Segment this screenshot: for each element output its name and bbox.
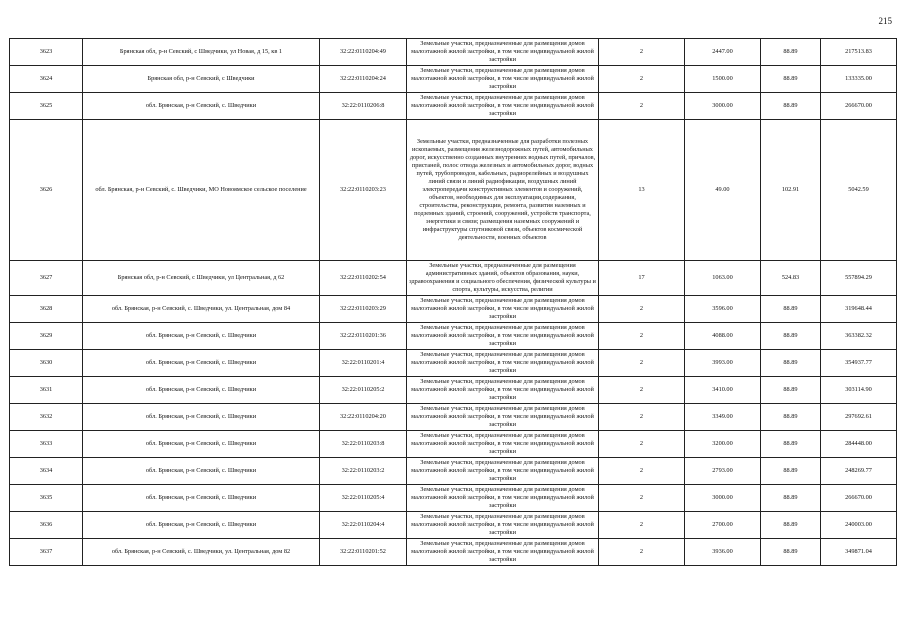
land-use-cell: Земельные участки, предназначенные для размещения домов малоэтажной жилой застройки, в том числе индивидуальной жилой застройки xyxy=(407,66,599,93)
address-cell: обл. Брянская, р-н Севский, с. Шведчики xyxy=(83,404,320,431)
land-use-cell: Земельные участки, предназначенные для размещения домов малоэтажной жилой застройки, в том числе индивидуальной жилой застройки xyxy=(407,377,599,404)
group-cell: 2 xyxy=(599,323,685,350)
area-cell: 4088.00 xyxy=(685,323,761,350)
table-row xyxy=(10,431,897,458)
row-number: 3625 xyxy=(10,93,83,120)
land-use-cell: Земельные участки, предназначенные для размещения домов малоэтажной жилой застройки, в том числе индивидуальной жилой застройки xyxy=(407,458,599,485)
page-number: 215 xyxy=(878,16,892,26)
value-cell: 266670.00 xyxy=(821,93,897,120)
row-number: 3634 xyxy=(10,458,83,485)
area-cell: 2700.00 xyxy=(685,512,761,539)
area-cell: 1063.00 xyxy=(685,261,761,296)
land-use-cell: Земельные участки, предназначенные для размещения домов малоэтажной жилой застройки, в том числе индивидуальной жилой застройки xyxy=(407,350,599,377)
address-cell: обл. Брянская, р-н Севский, с. Шведчики xyxy=(83,485,320,512)
land-use-cell: Земельные участки, предназначенные для размещения домов малоэтажной жилой застройки, в том числе индивидуальной жилой застройки xyxy=(407,485,599,512)
rate-cell: 88.89 xyxy=(761,66,821,93)
cadastral-number-cell: 32:22:0110204:24 xyxy=(320,66,407,93)
value-cell: 217513.83 xyxy=(821,39,897,66)
row-number: 3626 xyxy=(10,120,83,261)
row-number: 3635 xyxy=(10,485,83,512)
group-cell: 2 xyxy=(599,431,685,458)
rate-cell: 102.91 xyxy=(761,120,821,261)
table-row xyxy=(10,261,897,296)
address-cell: Брянская обл, р-н Севский, с Шведчики, ул Новая, д 15, кв 1 xyxy=(83,39,320,66)
area-cell: 3410.00 xyxy=(685,377,761,404)
table-row xyxy=(10,323,897,350)
row-number: 3628 xyxy=(10,296,83,323)
row-number: 3636 xyxy=(10,512,83,539)
rate-cell: 88.89 xyxy=(761,296,821,323)
group-cell: 2 xyxy=(599,350,685,377)
address-cell: обл. Брянская, р-н Севский, с. Шведчики, ул. Центральная, дом 82 xyxy=(83,539,320,566)
row-number: 3624 xyxy=(10,66,83,93)
group-cell: 17 xyxy=(599,261,685,296)
group-cell: 2 xyxy=(599,485,685,512)
row-number: 3630 xyxy=(10,350,83,377)
table-row xyxy=(10,66,897,93)
cadastral-number-cell: 32:22:0110206:8 xyxy=(320,93,407,120)
table-row xyxy=(10,93,897,120)
group-cell: 2 xyxy=(599,404,685,431)
rate-cell: 88.89 xyxy=(761,404,821,431)
area-cell: 2447.00 xyxy=(685,39,761,66)
value-cell: 266670.00 xyxy=(821,485,897,512)
row-number: 3633 xyxy=(10,431,83,458)
table-row xyxy=(10,485,897,512)
land-use-cell: Земельные участки, предназначенные для размещения домов малоэтажной жилой застройки, в том числе индивидуальной жилой застройки xyxy=(407,39,599,66)
address-cell: обл. Брянская, р-н Севский, с. Шведчики, ул. Центральная, дом 84 xyxy=(83,296,320,323)
area-cell: 3993.00 xyxy=(685,350,761,377)
table-row xyxy=(10,377,897,404)
rate-cell: 88.89 xyxy=(761,458,821,485)
land-use-cell: Земельные участки, предназначенные для размещения домов малоэтажной жилой застройки, в том числе индивидуальной жилой застройки xyxy=(407,93,599,120)
rate-cell: 524.83 xyxy=(761,261,821,296)
cadastral-number-cell: 32:22:0110204:4 xyxy=(320,512,407,539)
table-row xyxy=(10,539,897,566)
row-number: 3637 xyxy=(10,539,83,566)
land-use-cell: Земельные участки, предназначенные для разработки полезных ископаемых, размещения железнодорожных путей, автомобильных дорог, искусственно созданных внутренних водных путей, причалов, пристаней, полос отвода железных и автомобильных дорог, водных путей, трубопроводов, кабельных, радиорелейных и воздушных линий связи и линий радиофикации, воздушных линий электропередачи конструктивных элементов и сооружений, объектов, необходимых для эксплуатации,содержания, строительства, реконструкции, ремонта, развития наземных и подземных зданий, строений, сооружений, устройств транспорта, энергетики и связи; размещения наземных сооружений и инфраструктуры спутниковой связи, объектов космической деятельности, военных объектов xyxy=(407,120,599,261)
area-cell: 3936.00 xyxy=(685,539,761,566)
land-use-cell: Земельные участки, предназначенные для размещения административных зданий, объектов образования, науки, здравоохранения и социального обеспечения, физической культуры и спорта, культуры, искусства, религии xyxy=(407,261,599,296)
table-row xyxy=(10,404,897,431)
land-use-cell: Земельные участки, предназначенные для размещения домов малоэтажной жилой застройки, в том числе индивидуальной жилой застройки xyxy=(407,539,599,566)
cadastral-value-table xyxy=(9,38,897,566)
area-cell: 3200.00 xyxy=(685,431,761,458)
area-cell: 3349.00 xyxy=(685,404,761,431)
cadastral-number-cell: 32:22:0110202:54 xyxy=(320,261,407,296)
value-cell: 5042.59 xyxy=(821,120,897,261)
cadastral-number-cell: 32:22:0110201:4 xyxy=(320,350,407,377)
cadastral-number-cell: 32:22:0110201:52 xyxy=(320,539,407,566)
row-number: 3629 xyxy=(10,323,83,350)
cadastral-number-cell: 32:22:0110203:23 xyxy=(320,120,407,261)
rate-cell: 88.89 xyxy=(761,377,821,404)
address-cell: обл. Брянская, р-н Севский, с. Шведчики, МО Новоямское сельское поселение xyxy=(83,120,320,261)
rate-cell: 88.89 xyxy=(761,350,821,377)
row-number: 3631 xyxy=(10,377,83,404)
address-cell: обл. Брянская, р-н Севский, с. Шведчики xyxy=(83,458,320,485)
value-cell: 297692.61 xyxy=(821,404,897,431)
value-cell: 248269.77 xyxy=(821,458,897,485)
rate-cell: 88.89 xyxy=(761,93,821,120)
table-row xyxy=(10,350,897,377)
table-row xyxy=(10,458,897,485)
value-cell: 284448.00 xyxy=(821,431,897,458)
value-cell: 319648.44 xyxy=(821,296,897,323)
land-use-cell: Земельные участки, предназначенные для размещения домов малоэтажной жилой застройки, в том числе индивидуальной жилой застройки xyxy=(407,404,599,431)
rate-cell: 88.89 xyxy=(761,431,821,458)
cadastral-number-cell: 32:22:0110203:29 xyxy=(320,296,407,323)
area-cell: 1500.00 xyxy=(685,66,761,93)
area-cell: 49.00 xyxy=(685,120,761,261)
rate-cell: 88.89 xyxy=(761,323,821,350)
table-row xyxy=(10,39,897,66)
value-cell: 133335.00 xyxy=(821,66,897,93)
cadastral-number-cell: 32:22:0110203:8 xyxy=(320,431,407,458)
area-cell: 3596.00 xyxy=(685,296,761,323)
cadastral-number-cell: 32:22:0110203:2 xyxy=(320,458,407,485)
area-cell: 3000.00 xyxy=(685,485,761,512)
cadastral-number-cell: 32:22:0110204:49 xyxy=(320,39,407,66)
group-cell: 2 xyxy=(599,296,685,323)
value-cell: 354937.77 xyxy=(821,350,897,377)
address-cell: обл. Брянская, р-н Севский, с. Шведчики xyxy=(83,512,320,539)
group-cell: 2 xyxy=(599,539,685,566)
group-cell: 2 xyxy=(599,458,685,485)
address-cell: обл. Брянская, р-н Севский, с. Шведчики xyxy=(83,377,320,404)
address-cell: обл. Брянская, р-н Севский, с. Шведчики xyxy=(83,431,320,458)
land-use-cell: Земельные участки, предназначенные для размещения домов малоэтажной жилой застройки, в том числе индивидуальной жилой застройки xyxy=(407,431,599,458)
land-use-cell: Земельные участки, предназначенные для размещения домов малоэтажной жилой застройки, в том числе индивидуальной жилой застройки xyxy=(407,323,599,350)
table-row xyxy=(10,512,897,539)
table-row xyxy=(10,296,897,323)
group-cell: 2 xyxy=(599,66,685,93)
group-cell: 13 xyxy=(599,120,685,261)
value-cell: 349871.04 xyxy=(821,539,897,566)
value-cell: 240003.00 xyxy=(821,512,897,539)
address-cell: обл. Брянская, р-н Севский, с. Шведчики xyxy=(83,323,320,350)
table-row xyxy=(10,120,897,261)
cadastral-number-cell: 32:22:0110205:2 xyxy=(320,377,407,404)
area-cell: 3000.00 xyxy=(685,93,761,120)
rate-cell: 88.89 xyxy=(761,539,821,566)
row-number: 3623 xyxy=(10,39,83,66)
rate-cell: 88.89 xyxy=(761,485,821,512)
group-cell: 2 xyxy=(599,93,685,120)
area-cell: 2793.00 xyxy=(685,458,761,485)
value-cell: 557894.29 xyxy=(821,261,897,296)
land-use-cell: Земельные участки, предназначенные для размещения домов малоэтажной жилой застройки, в том числе индивидуальной жилой застройки xyxy=(407,512,599,539)
value-cell: 363382.32 xyxy=(821,323,897,350)
group-cell: 2 xyxy=(599,39,685,66)
cadastral-number-cell: 32:22:0110201:36 xyxy=(320,323,407,350)
row-number: 3632 xyxy=(10,404,83,431)
address-cell: обл. Брянская, р-н Севский, с. Шведчики xyxy=(83,350,320,377)
row-number: 3627 xyxy=(10,261,83,296)
cadastral-number-cell: 32:22:0110205:4 xyxy=(320,485,407,512)
group-cell: 2 xyxy=(599,377,685,404)
value-cell: 303114.90 xyxy=(821,377,897,404)
land-use-cell: Земельные участки, предназначенные для размещения домов малоэтажной жилой застройки, в том числе индивидуальной жилой застройки xyxy=(407,296,599,323)
address-cell: Брянская обл, р-н Севский, с Шведчики xyxy=(83,66,320,93)
rate-cell: 88.89 xyxy=(761,512,821,539)
address-cell: обл. Брянская, р-н Севский, с. Шведчики xyxy=(83,93,320,120)
cadastral-number-cell: 32:22:0110204:20 xyxy=(320,404,407,431)
rate-cell: 88.89 xyxy=(761,39,821,66)
address-cell: Брянская обл, р-н Севский, с Шведчики, ул Центральная, д 62 xyxy=(83,261,320,296)
group-cell: 2 xyxy=(599,512,685,539)
